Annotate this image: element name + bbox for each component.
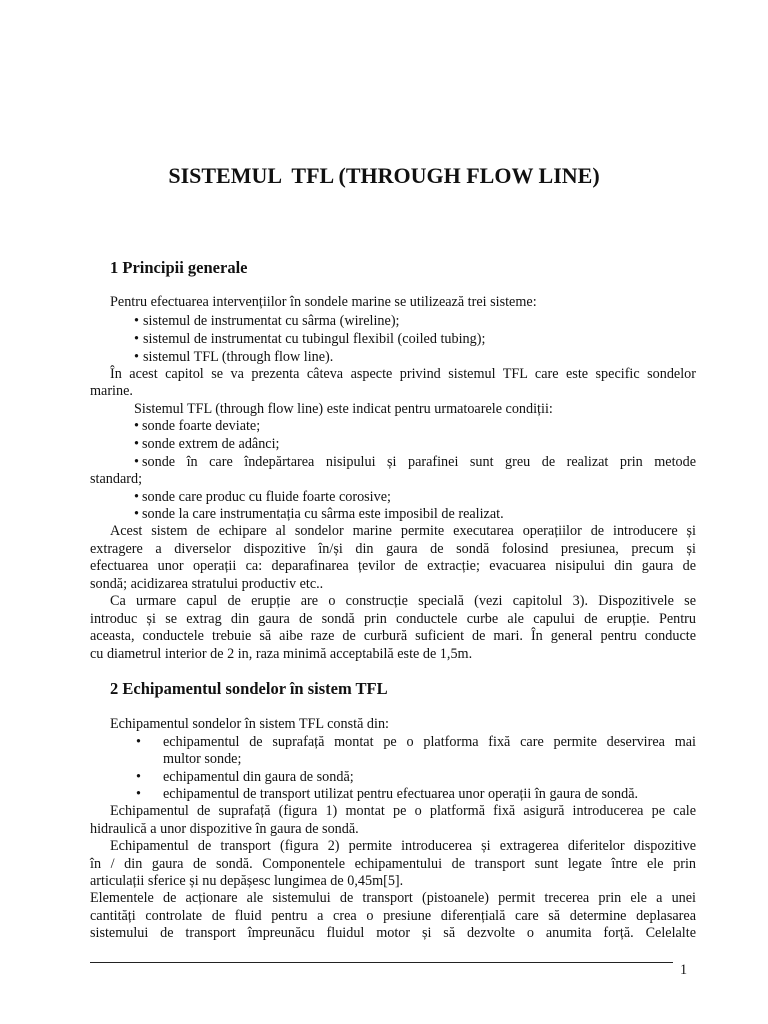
paragraph-line: sondă; acidizarea stratului productiv etc..	[90, 576, 324, 592]
list-item: echipamentul de transport utilizat pentru efectuarea unor operații în gaura de sondă.	[163, 786, 639, 802]
paragraph-line: Ca urmare capul de erupție are o construcție specială (vezi capitolul 3). Dispozitivele se	[110, 593, 696, 609]
bullet: •	[136, 786, 141, 802]
list-item: echipamentul din gaura de sondă;	[163, 769, 354, 785]
bullet: •	[134, 436, 139, 452]
paragraph-line: marine.	[90, 383, 133, 399]
list-item: echipamentul de suprafață montat pe o platforma fixă care permite deservirea mai	[163, 734, 696, 750]
paragraph-line: introduc și se extrag din gaura de sondă prin conductele curbe ale capului de erupție. Pentru	[90, 611, 696, 627]
paragraph-line: cantități controlate de fluid pentru a crea o presiune diferențială care să determine deplasarea	[90, 908, 696, 924]
list-item: sonde la care instrumentația cu sârma este imposibil de realizat.	[142, 506, 504, 522]
footer-rule	[90, 962, 673, 963]
list-item: sonde în care îndepărtarea nisipului și parafinei sunt greu de realizat prin metode	[142, 454, 696, 470]
paragraph-line: Echipamentul de transport (figura 2) permite introducerea și extragerea diferitelor dispozitive	[110, 838, 696, 854]
list-item: standard;	[90, 471, 143, 487]
page-number: 1	[680, 962, 688, 978]
paragraph-line: efectuarea unor operații ca: deparafinarea țevilor de extracție; evacuarea nisipului din gaura de	[90, 558, 696, 574]
bullet: •	[134, 349, 139, 365]
paragraph-line: sistemului de transport împreunăcu fluidul motor și să dezvolte o anumita forță. Celelalte	[90, 925, 696, 941]
paragraph-line: în / din gaura de sondă. Componentele echipamentului de transport sunt legate între ele prin	[90, 856, 696, 872]
bullet: •	[134, 331, 139, 347]
list-item: sonde foarte deviate;	[142, 418, 261, 434]
list-item: sonde care produc cu fluide foarte corosive;	[142, 489, 391, 505]
paragraph-line: Acest sistem de echipare al sondelor marine permite executarea operațiilor de introducere și	[110, 523, 696, 539]
section-heading: 1 Principii generale	[110, 258, 248, 277]
paragraph-line: Sistemul TFL (through flow line) este indicat pentru urmatoarele condiții:	[134, 401, 553, 417]
paragraph-line: extragere a diverselor dispozitive în/și din gaura de sondă folosind presiunea, precum și	[90, 541, 696, 557]
paragraph-line: Echipamentul de suprafață (figura 1) montat pe o platformă fixă asigură introducerea pe cale	[110, 803, 696, 819]
paragraph-line: Echipamentul sondelor în sistem TFL constă din:	[110, 716, 389, 732]
paragraph-line: hidraulică a unor dispozitive în gaura de sondă.	[90, 821, 359, 837]
section-heading: 2 Echipamentul sondelor în sistem TFL	[110, 679, 388, 698]
bullet: •	[134, 418, 139, 434]
list-item: sistemul TFL (through flow line).	[143, 349, 334, 365]
list-item: sistemul de instrumentat cu sârma (wireline);	[143, 313, 400, 329]
bullet: •	[134, 506, 139, 522]
paragraph-line: aceasta, conductele trebuie să aibe raze de curbură suficient de mari. În general pentru conducte	[90, 628, 696, 644]
list-item: sistemul de instrumentat cu tubingul flexibil (coiled tubing);	[143, 331, 486, 347]
list-item: multor sonde;	[163, 751, 242, 767]
bullet: •	[136, 734, 141, 750]
paragraph-line: Pentru efectuarea intervențiilor în sondele marine se utilizează trei sisteme:	[110, 294, 537, 310]
paragraph-line: Elementele de acționare ale sistemului de transport (pistoanele) permit trecerea prin ele a unei	[90, 890, 696, 906]
bullet: •	[134, 454, 139, 470]
page-title: SISTEMUL TFL (THROUGH FLOW LINE)	[168, 163, 600, 188]
paragraph-line: articulații sferice și nu depășesc lungimea de 0,45m[5].	[90, 873, 404, 889]
bullet: •	[136, 769, 141, 785]
bullet: •	[134, 313, 139, 329]
paragraph-line: În acest capitol se va prezenta câteva aspecte privind sistemul TFL care este specific sondelor	[110, 366, 696, 382]
list-item: sonde extrem de adânci;	[142, 436, 280, 452]
paragraph-line: cu diametrul interior de 2 in, raza minimă acceptabilă este de 1,5m.	[90, 646, 473, 662]
bullet: •	[134, 489, 139, 505]
